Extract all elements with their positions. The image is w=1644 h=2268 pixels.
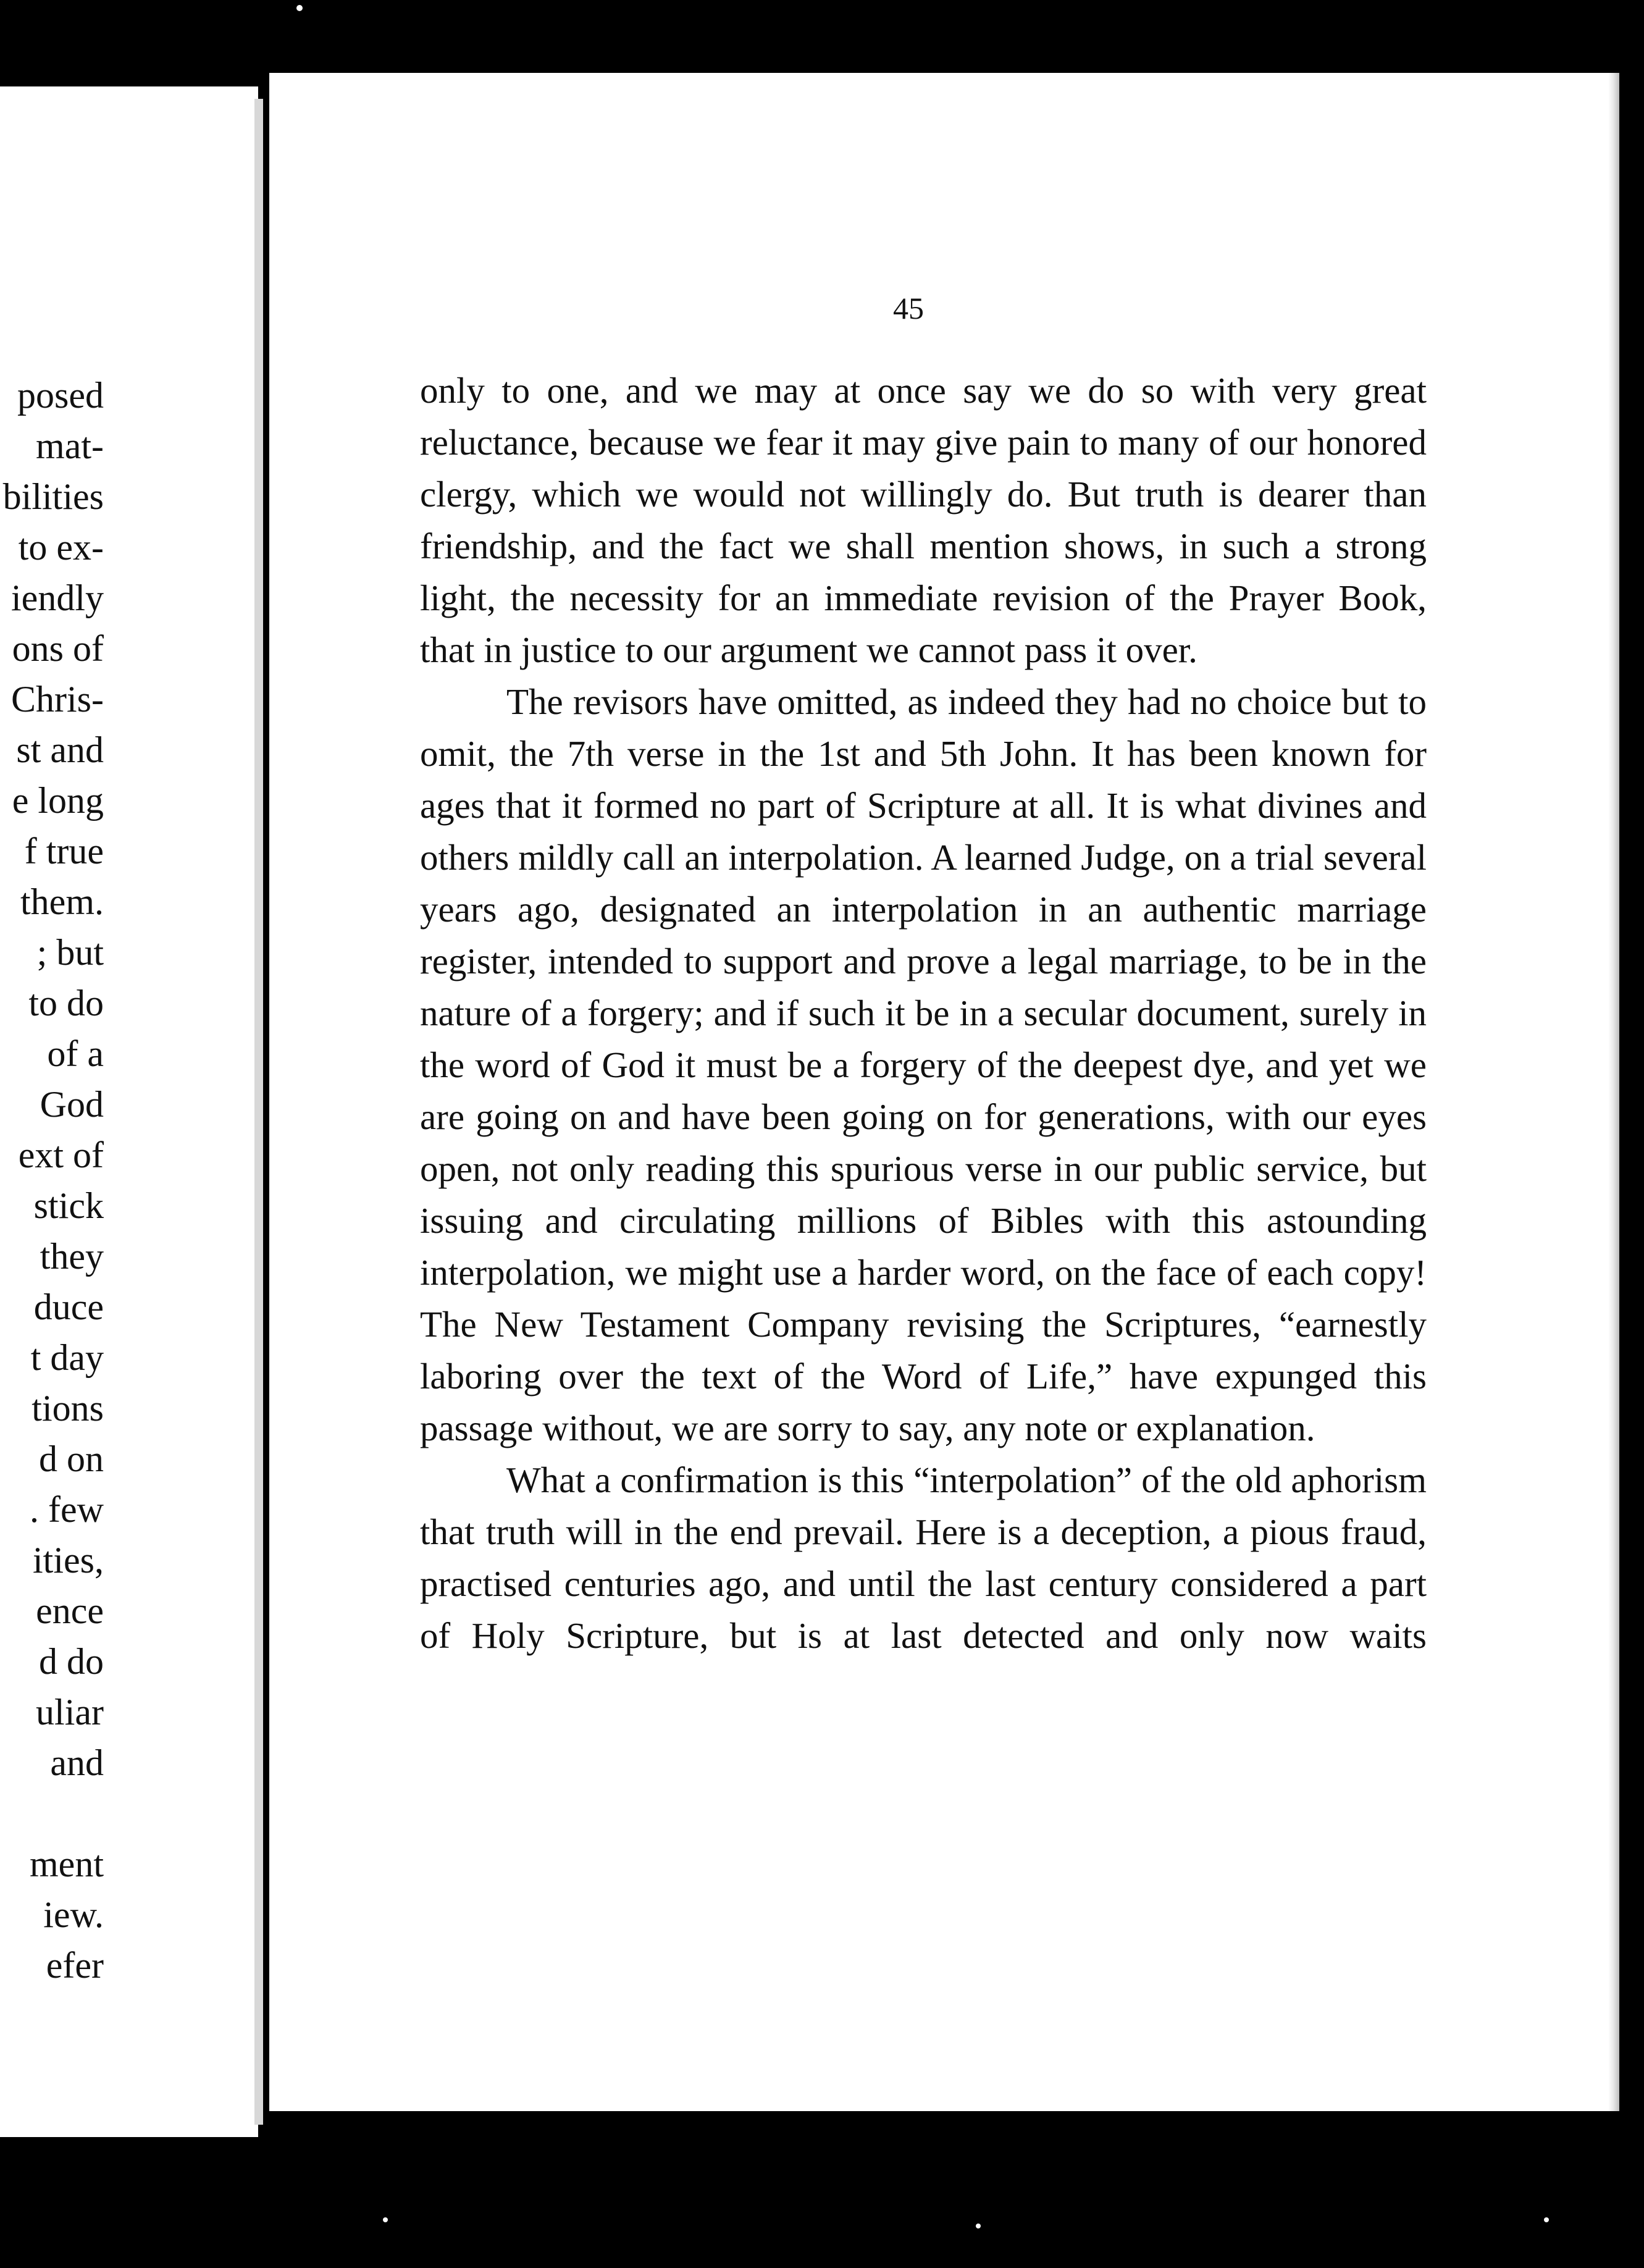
left-page-line: ; but [36,932,104,973]
left-page-line: ext of [18,1135,104,1175]
left-page-line: to ex- [18,527,104,568]
left-page-line: d on [39,1438,104,1479]
left-page-line: f true [24,831,104,872]
left-page-line: them. [20,881,104,922]
left-page-line: Chris- [11,679,104,720]
left-page-line: iendly [11,578,104,618]
page-body-text [420,364,1427,1661]
scan-speck [1544,2217,1549,2222]
left-page-line: ities, [33,1540,104,1581]
paragraph: What a confirmation is this “interpolation” of the old aphorism that truth will in the end prevail. Here is a deception, a pious fraud, practised centuries ago, and until the last century considered a part of Holy Scripture, but is at last detected and only now waits [420,1460,1427,1656]
scan-speck [383,2217,388,2222]
left-page [0,86,258,2137]
left-page-line: tions [31,1388,104,1429]
left-page-line: ons of [12,628,104,669]
left-page-line: st and [16,729,104,770]
page-edge-shadow [1608,73,1619,2111]
left-page-line: to do [28,983,104,1023]
left-page-line: ence [36,1590,104,1631]
left-page-line: mat- [36,426,104,466]
left-page-line: ment [30,1844,104,1884]
left-page-line: bilities [2,476,104,517]
scan-speck [296,5,303,11]
left-page-line: uliar [36,1692,104,1732]
left-page-line: and [50,1742,104,1783]
left-page-line: . few [30,1489,104,1530]
left-page-line: of a [47,1033,104,1074]
paragraph: The revisors have omitted, as indeed they had no choice but to omit, the 7th verse in the 1st and 5th John. It has been known for ages that it formed no part of Scripture at all. It is what divines and others mildly call an interpolation. A learned Judge, on a trial several years ago, designated an interpolation in an authentic marriage register, intended to support and prove a legal marriage, to be in the nature of a forgery; and if such it be in a secular document, surely in the word of God it must be a forgery of the deepest dye, and yet we are going on and have been going on for generations, with our eyes open, not only reading this spurious verse in our public service, but issuing and circulating millions of Bibles with this astounding interpolation, we might use a harder word, on the face of each copy! The New Testament Company revising the Scriptures, “earnestly laboring over the text of the Word of Life,” have expunged this passage without, we are sorry to say, any note or explanation. [420,681,1427,1448]
left-page-line: efer [46,1945,104,1986]
left-page-line: t day [30,1337,104,1378]
left-page-line: duce [33,1287,104,1327]
left-page-line: they [40,1236,104,1277]
scan-speck [976,2224,981,2228]
left-page-line: posed [17,375,104,416]
left-page-line: e long [12,780,104,821]
left-page-line: stick [33,1185,104,1226]
gutter-edge [263,86,269,2137]
left-page-line: iew. [43,1894,104,1935]
paragraph: only to one, and we may at once say we do so with very great reluctance, because we fear it may give pain to many of our honored clergy, which we would not willingly do. But truth is dearer than friendship, and the fact we shall mention shows, in such a strong light, the necessity for an immediate revision of the Prayer Book, that in justice to our argument we cannot pass it over. [420,370,1427,670]
page-number: 45 [893,291,924,326]
left-page-line: God [40,1084,104,1125]
right-page [269,73,1619,2111]
left-page-line: d do [39,1641,104,1682]
